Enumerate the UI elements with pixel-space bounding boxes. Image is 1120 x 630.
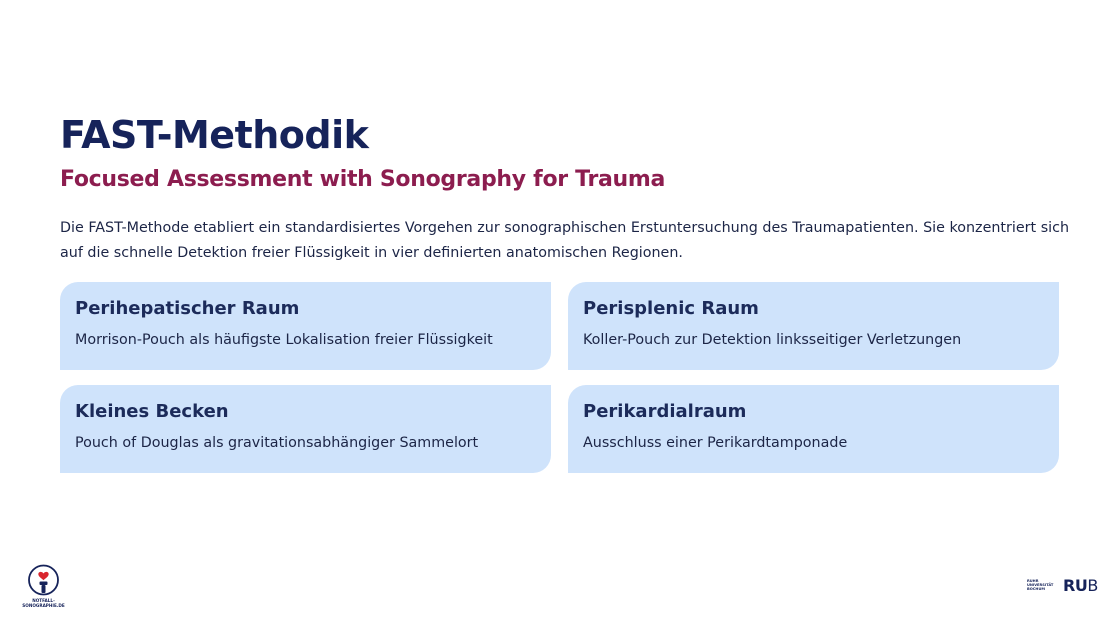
ultrasound-probe-icon: [19, 561, 68, 599]
page-subtitle: Focused Assessment with Sonography for Trauma: [60, 167, 666, 192]
card-pelvis: [60, 385, 551, 473]
card-text: Pouch of Douglas als gravitationsabhängiger Sammelort: [75, 435, 479, 451]
page-title: FAST-Methodik: [60, 113, 369, 157]
card-title: Perihepatischer Raum: [75, 298, 300, 319]
card-text: Morrison-Pouch als häufigste Lokalisation freier Flüssigkeit: [75, 332, 493, 348]
rub-wordmark: [1063, 576, 1098, 596]
rub-university-name: [1027, 579, 1053, 592]
card-perisplenic: [568, 282, 1059, 370]
card-text: Koller-Pouch zur Detektion linksseitiger Verletzungen: [583, 332, 962, 348]
rub-name-line1: RUHR: [1027, 579, 1039, 583]
logo-text-line1: NOTFALL-: [32, 598, 55, 603]
card-title: Kleines Becken: [75, 401, 229, 422]
rub-name-line3: BOCHUM: [1027, 587, 1045, 592]
card-title: Perikardialraum: [583, 401, 747, 422]
rub-logo: [1027, 574, 1101, 598]
rub-wordmark-ru: RU: [1063, 576, 1088, 595]
card-pericardial: [568, 385, 1059, 473]
rub-name-line2: UNIVERSITÄT: [1027, 583, 1054, 588]
card-title: Perisplenic Raum: [583, 298, 759, 319]
logo-text-line2: SONOGRAPHIE.DE: [22, 603, 65, 608]
notfallsonographie-logo: [19, 561, 68, 611]
card-perihepatic: [60, 282, 551, 370]
card-text: Ausschluss einer Perikardtamponade: [583, 435, 848, 451]
intro-paragraph: Die FAST-Methode etabliert ein standardisiertes Vorgehen zur sonographischen Erstuntersuchung des Traumapatienten. Sie konzentriert sich auf die schnelle Detektion freier Flüssigkeit in vier definierten anatomischen Regionen.: [60, 220, 1070, 261]
rub-wordmark-b: B: [1087, 576, 1098, 595]
